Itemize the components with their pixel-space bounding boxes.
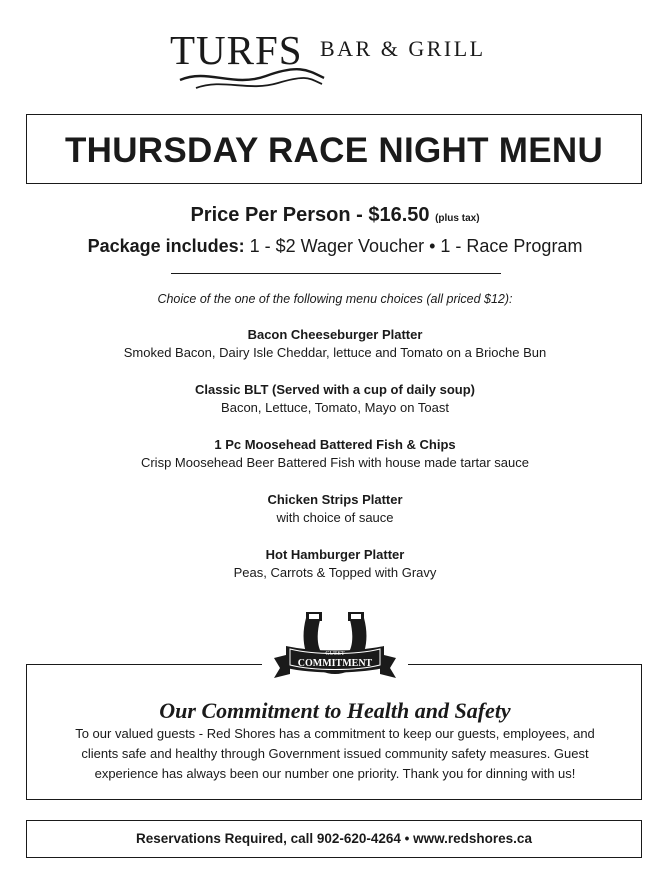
guest-commitment-badge xyxy=(268,608,402,694)
badge-main-text: COMMITMENT xyxy=(297,658,373,669)
menu-item-title: 1 Pc Moosehead Battered Fish & Chips xyxy=(214,437,456,452)
menu-item-description: Crisp Moosehead Beer Battered Fish with house made tartar sauce xyxy=(140,455,530,470)
logo-waves-icon xyxy=(178,66,328,92)
price-line xyxy=(0,204,670,227)
footer-reservations: Reservations Required, call 902-620-4264 • www.redshores.ca xyxy=(136,831,532,846)
price-label: Price Per Person - $16.50 xyxy=(190,204,430,226)
logo xyxy=(168,26,508,96)
page-title: THURSDAY RACE NIGHT MENU xyxy=(64,131,604,170)
package-line xyxy=(0,236,670,257)
commitment-line: experience has always been our number one priority. Thank you for dinning with us! xyxy=(94,766,576,781)
menu-item-title: Chicken Strips Platter xyxy=(267,492,403,507)
badge-top-text: GUEST xyxy=(325,651,345,657)
menu-item xyxy=(0,437,670,470)
title-box xyxy=(26,114,642,184)
package-text: 1 - $2 Wager Voucher • 1 - Race Program xyxy=(249,236,583,256)
price-note: (plus tax) xyxy=(435,213,480,224)
menu-item xyxy=(0,382,670,415)
menu-item xyxy=(0,327,670,360)
commitment-line: To our valued guests - Red Shores has a commitment to keep our guests, employees, and xyxy=(75,726,595,741)
logo-wordmark: TURFS xyxy=(170,27,303,73)
menu-item xyxy=(0,492,670,525)
logo-tagline: BAR & GRILL xyxy=(320,36,486,61)
menu-item-title: Hot Hamburger Platter xyxy=(265,547,405,562)
menu-item-description: Smoked Bacon, Dairy Isle Cheddar, lettuce and Tomato on a Brioche Bun xyxy=(123,345,547,360)
footer-box xyxy=(26,820,642,858)
choice-intro: Choice of the one of the following menu choices (all priced $12): xyxy=(157,292,513,306)
package-label: Package includes: xyxy=(87,236,245,256)
menu-item xyxy=(0,547,670,580)
commitment-heading: Our Commitment to Health and Safety xyxy=(159,698,511,723)
menu-item-title: Classic BLT (Served with a cup of daily soup) xyxy=(194,382,476,397)
menu-item-description: with choice of sauce xyxy=(276,510,394,525)
menu-item-description: Bacon, Lettuce, Tomato, Mayo on Toast xyxy=(221,400,449,415)
menu-item-description: Peas, Carrots & Topped with Gravy xyxy=(233,565,437,580)
menu-item-title: Bacon Cheeseburger Platter xyxy=(247,327,423,342)
commitment-line: clients safe and healthy through Government issued community safety measures. Guest xyxy=(81,746,589,761)
divider xyxy=(171,273,501,274)
